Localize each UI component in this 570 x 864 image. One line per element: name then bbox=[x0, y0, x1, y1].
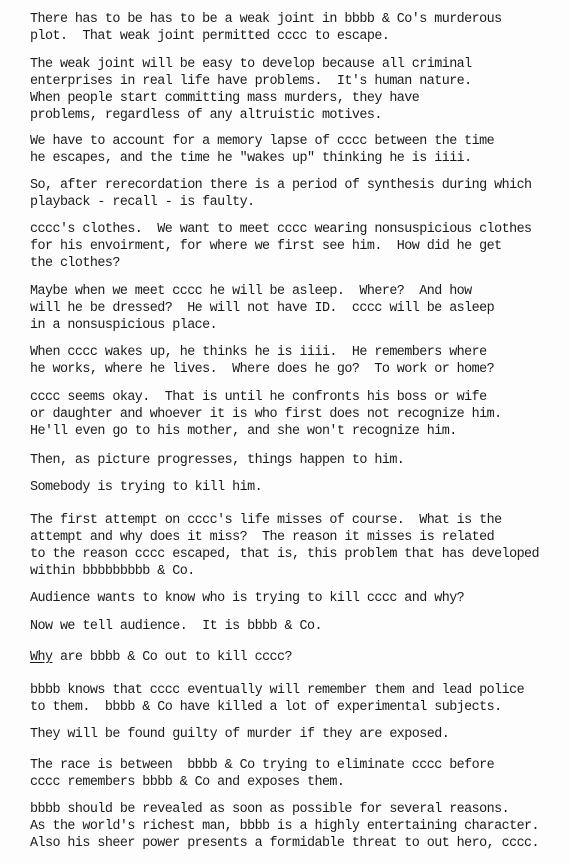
paragraph bbox=[30, 479, 566, 496]
paragraph bbox=[30, 757, 566, 791]
text-line: will he be dressed? He will not have ID. cccc will be asleep bbox=[30, 301, 495, 316]
paragraph bbox=[30, 618, 566, 635]
paragraph bbox=[30, 682, 566, 716]
text-line: cccc seems okay. That is until he confronts his boss or wife bbox=[30, 390, 487, 405]
paragraph bbox=[30, 344, 566, 378]
paragraph bbox=[30, 649, 566, 666]
text-line: When people start committing mass murders, they have bbox=[30, 91, 420, 106]
paragraph bbox=[30, 177, 566, 211]
text-line: he works, where he lives. Where does he go? To work or home? bbox=[30, 362, 495, 377]
paragraph bbox=[30, 389, 566, 440]
paragraph bbox=[30, 133, 566, 167]
text-line: We have to account for a memory lapse of cccc between the time bbox=[30, 134, 495, 149]
text-line: The weak joint will be easy to develop because all criminal bbox=[30, 57, 472, 72]
paragraph bbox=[30, 452, 566, 469]
text-line: are bbbb & Co out to kill cccc? bbox=[52, 650, 293, 665]
text-line: cccc's clothes. We want to meet cccc wearing nonsuspicious clothes bbox=[30, 222, 532, 237]
text-line: attempt and why does it miss? The reason it misses is related bbox=[30, 530, 495, 545]
paragraph bbox=[30, 283, 566, 334]
text-line: he escapes, and the time he "wakes up" thinking he is iiii. bbox=[30, 151, 472, 166]
text-line: They will be found guilty of murder if they are exposed. bbox=[30, 727, 450, 742]
text-line: to the reason cccc escaped, that is, this problem that has developed bbox=[30, 547, 540, 562]
text-line: in a nonsuspicious place. bbox=[30, 318, 218, 333]
paragraph bbox=[30, 590, 566, 607]
text-line: to them. bbbb & Co have killed a lot of experimental subjects. bbox=[30, 700, 502, 715]
text-line: When cccc wakes up, he thinks he is iiii. He remembers where bbox=[30, 345, 487, 360]
text-line: for his envoirment, for where we first see him. How did he get bbox=[30, 239, 502, 254]
paragraph bbox=[30, 56, 566, 124]
text-line: plot. That weak joint permitted cccc to escape. bbox=[30, 29, 390, 44]
text-line: So, after rerecordation there is a period of synthesis during which bbox=[30, 178, 532, 193]
paragraph bbox=[30, 11, 566, 45]
text-line: Audience wants to know who is trying to kill cccc and why? bbox=[30, 591, 465, 606]
text-line: cccc remembers bbbb & Co and exposes them. bbox=[30, 775, 345, 790]
paragraph bbox=[30, 512, 566, 580]
text-line: bbbb should be revealed as soon as possible for several reasons. bbox=[30, 802, 510, 817]
paragraph bbox=[30, 726, 566, 743]
text-line: As the world's richest man, bbbb is a highly entertaining character. bbox=[30, 819, 540, 834]
text-line: The first attempt on cccc's life misses of course. What is the bbox=[30, 513, 502, 528]
text-line: Now we tell audience. It is bbbb & Co. bbox=[30, 619, 322, 634]
underlined-word: Why bbox=[30, 650, 53, 665]
text-line: Maybe when we meet cccc he will be asleep. Where? And how bbox=[30, 284, 472, 299]
text-line: Somebody is trying to kill him. bbox=[30, 480, 263, 495]
text-line: problems, regardless of any altruistic motives. bbox=[30, 108, 382, 123]
text-line: the clothes? bbox=[30, 256, 120, 271]
text-line: or daughter and whoever it is who first does not recognize him. bbox=[30, 407, 502, 422]
paragraph bbox=[30, 221, 566, 272]
text-line: Also his sheer power presents a formidable threat to out hero, cccc. bbox=[30, 836, 540, 851]
text-line: There has to be has to be a weak joint in bbbb & Co's murderous bbox=[30, 12, 502, 27]
text-line: The race is between bbbb & Co trying to eliminate cccc before bbox=[30, 758, 495, 773]
paragraph bbox=[30, 801, 566, 852]
text-line: bbbb knows that cccc eventually will remember them and lead police bbox=[30, 683, 525, 698]
text-line: playback - recall - is faulty. bbox=[30, 195, 255, 210]
text-line: Then, as picture progresses, things happen to him. bbox=[30, 453, 405, 468]
text-line: enterprises in real life have problems. It's human nature. bbox=[30, 74, 472, 89]
text-line: He'll even go to his mother, and she won't recognize him. bbox=[30, 424, 457, 439]
text-line: within bbbbbbbbb & Co. bbox=[30, 564, 195, 579]
